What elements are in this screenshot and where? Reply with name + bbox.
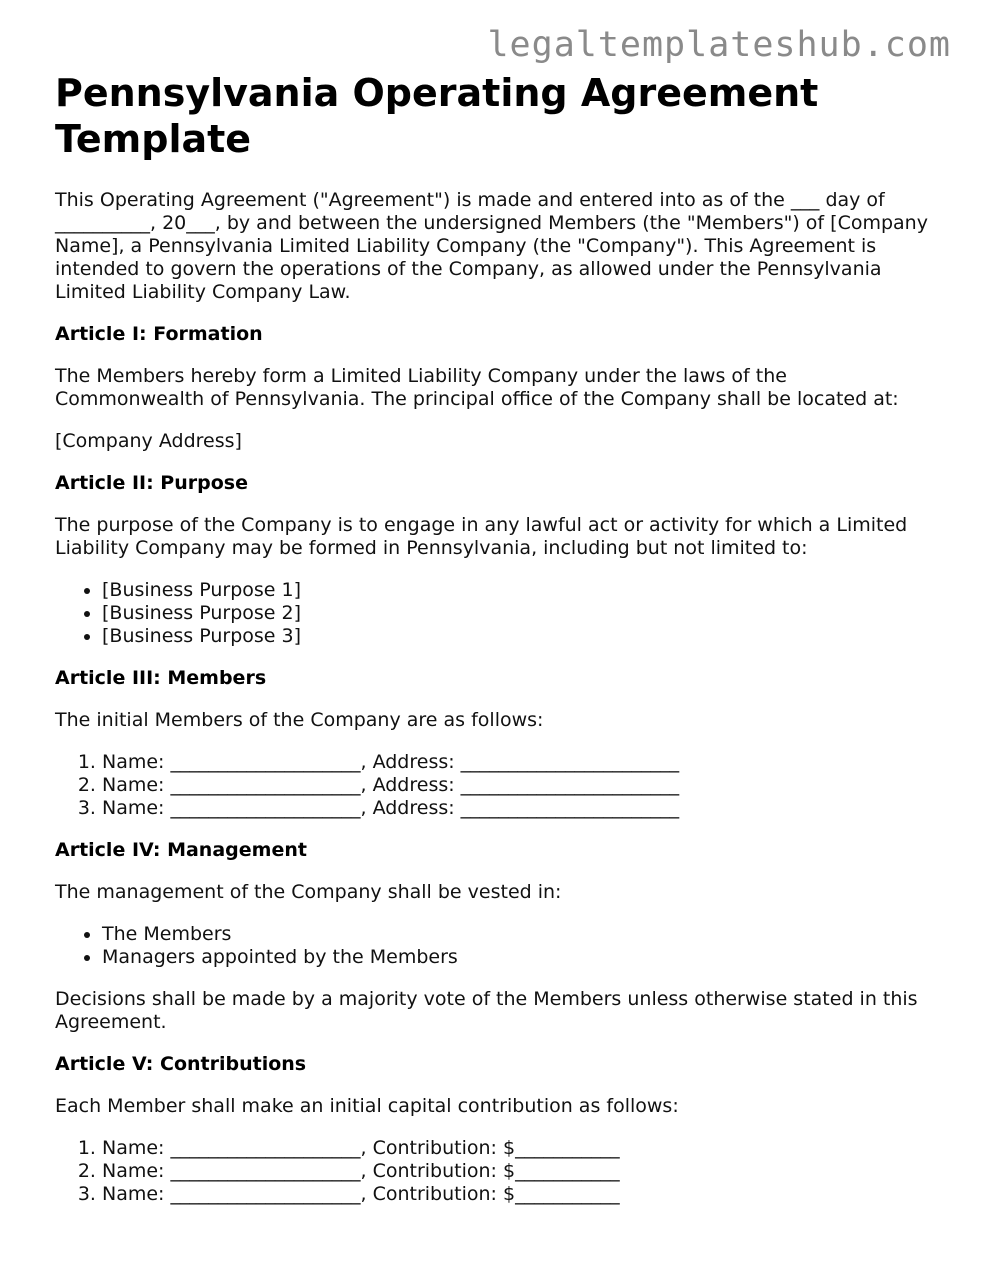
list-item: 1. Name: ____________________, Contribution: $___________ [102, 1137, 935, 1160]
list-item: 3. Name: ____________________, Contribution: $___________ [102, 1183, 935, 1206]
article-4-heading: Article IV: Management [55, 839, 307, 861]
company-address-placeholder: [Company Address] [55, 430, 242, 452]
list-item: • [Business Purpose 3] [102, 625, 935, 648]
list-item: 3. Name: ____________________, Address: _______________________ [102, 797, 935, 820]
article-3-heading: Article III: Members [55, 667, 267, 689]
business-purpose-list [55, 579, 935, 648]
management-list [55, 923, 935, 969]
list-item: • Managers appointed by the Members [102, 946, 935, 969]
article-2-heading: Article II: Purpose [55, 472, 248, 494]
article-5-text: Each Member shall make an initial capital contribution as follows: [55, 1095, 679, 1117]
document-title: Pennsylvania Operating Agreement Template [55, 71, 819, 161]
article-3-text: The initial Members of the Company are as follows: [55, 709, 544, 731]
list-item: • [Business Purpose 2] [102, 602, 935, 625]
document-body [55, 70, 935, 1206]
list-item: 2. Name: ____________________, Contribution: $___________ [102, 1160, 935, 1183]
list-item: 2. Name: ____________________, Address: _______________________ [102, 774, 935, 797]
list-item: • The Members [102, 923, 935, 946]
article-2-text: The purpose of the Company is to engage in any lawful act or activity for which a Limited Liability Company may be formed in Pennsylvania, including but not limited to: [55, 514, 908, 559]
article-5-heading: Article V: Contributions [55, 1053, 307, 1075]
article-1-heading: Article I: Formation [55, 323, 263, 345]
article-1-text: The Members hereby form a Limited Liability Company under the laws of the Commonwealth of Pennsylvania. The principal office of the Company shall be located at: [55, 365, 899, 410]
members-list [55, 751, 935, 820]
article-4-text: The management of the Company shall be vested in: [55, 881, 562, 903]
list-item: • [Business Purpose 1] [102, 579, 935, 602]
watermark: legaltemplateshub.com [487, 25, 951, 65]
contributions-list [55, 1137, 935, 1206]
decision-paragraph: Decisions shall be made by a majority vote of the Members unless otherwise stated in this Agreement. [55, 988, 918, 1033]
list-item: 1. Name: ____________________, Address: _______________________ [102, 751, 935, 774]
intro-paragraph: This Operating Agreement ("Agreement") is made and entered into as of the ___ day of __________, 20___, by and between the undersigned Members (the "Members") of [Company Name], a Pennsylvania Limited Liability Company (the "Company"). This Agreement is intended to govern the operations of the Company, as allowed under the Pennsylvania Limited Liability Company Law. [55, 189, 928, 303]
